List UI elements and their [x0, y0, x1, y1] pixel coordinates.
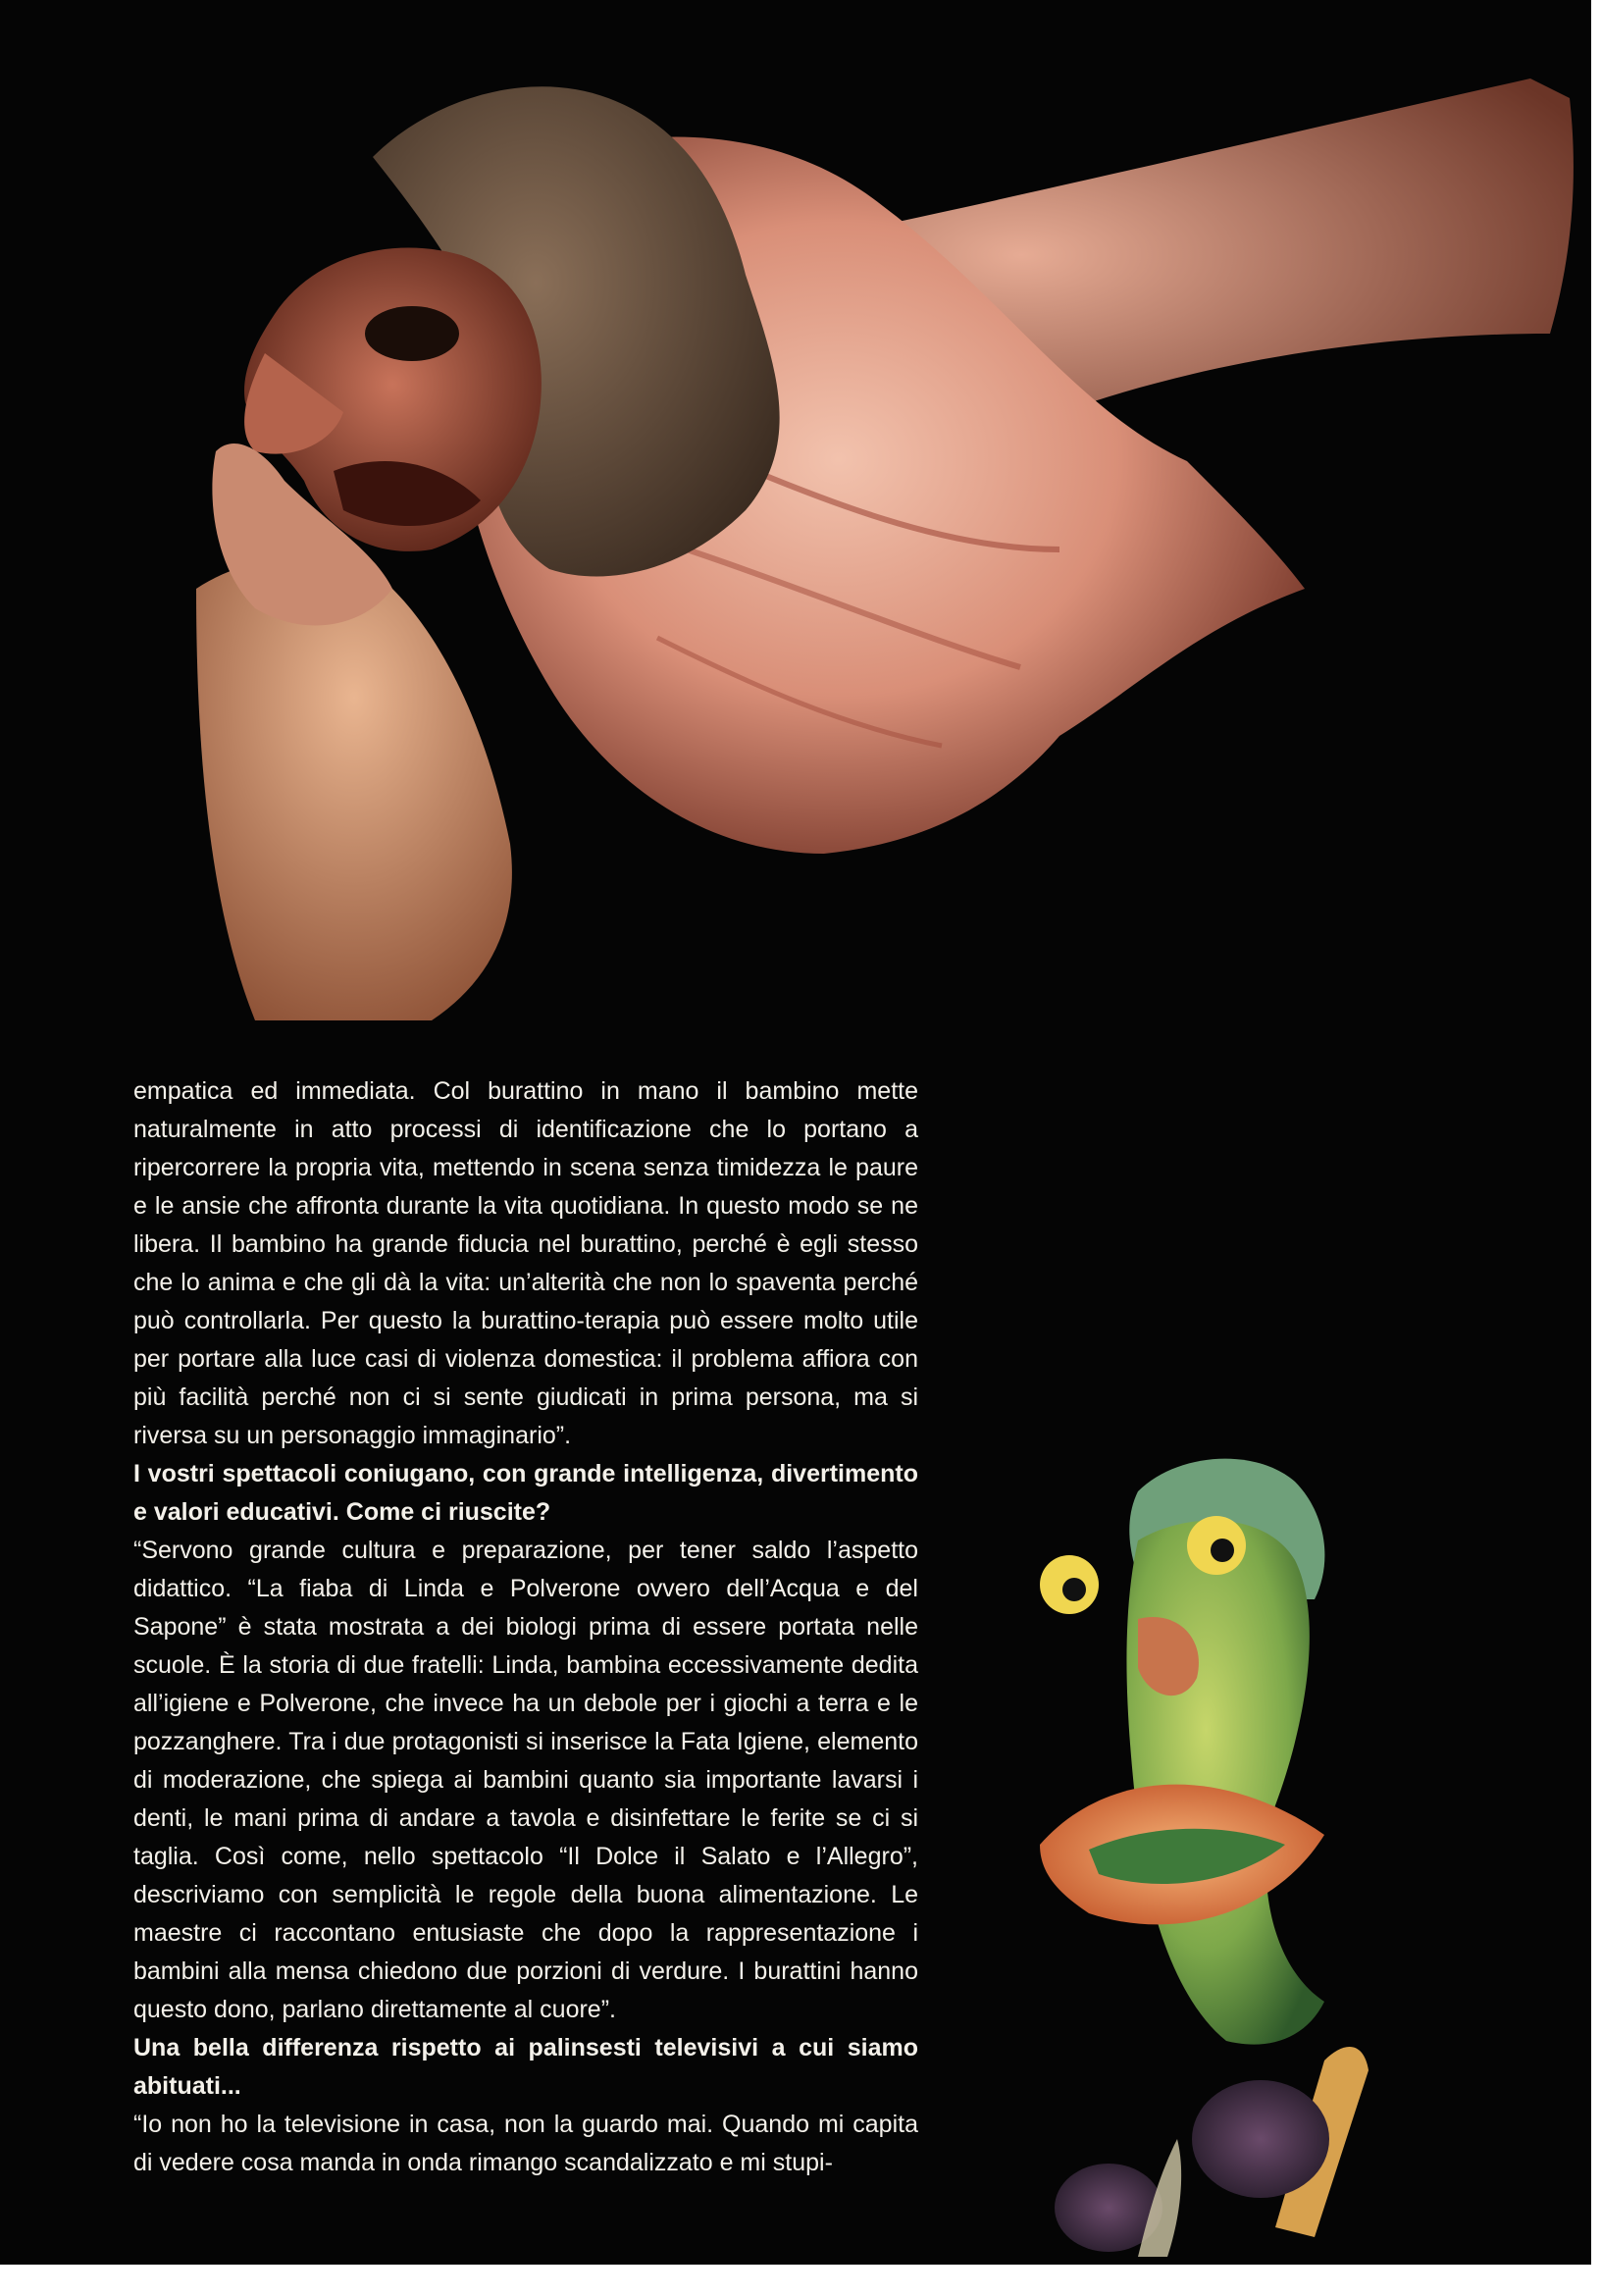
interview-question-2: Una bella differenza rispetto ai palinsesti televisivi a cui siamo abituati... [133, 2034, 918, 2100]
article-text [133, 1072, 918, 2182]
article-paragraph-2: “Servono grande cultura e preparazione, per tener saldo l’aspetto didattico. “La fiaba di Linda e Polverone ovvero dell’Acqua e del Sapone” è stata mostrata a dei biologi prima di essere portata nelle scuole. È la storia di due fratelli: Linda, bambina eccessivamente dedita all’igiene e Polverone, che invece ha un debole per i giochi a terra e le pozzanghere. Tra i due protagonisti si inserisce la Fata Igiene, elemento di moderazione, che spiega ai bambini quanto sia importante lavarsi i denti, le mani prima di andare a tavola e disinfettare le ferite se ci si taglia. Così come, nello spettacolo “Il Dolce il Salato e l’Allegro”, descriviamo con semplicità le regole della buona alimentazione. Le maestre ci raccontano entusiaste che dopo la rappresentazione i bambini alla mensa chiedono due porzioni di verdure. I burattini hanno questo dono, parlano direttamente al cuore”. [133, 1537, 918, 2023]
interview-question-1: I vostri spettacoli coniugano, con grande intelligenza, divertimento e valori educativi. Come ci riuscite? [133, 1460, 918, 1526]
lower-sleeve-shape [196, 559, 512, 1020]
article-paragraph-3: “Io non ho la televisione in casa, non la guardo mai. Quando mi capita di vedere cosa manda in onda rimango scandalizzato e mi stupi- [133, 2111, 918, 2176]
scan-margin [1591, 0, 1601, 2296]
article-paragraph-1: empatica ed immediata. Col burattino in mano il bambino mette naturalmente in atto processi di identificazione che lo portano a ripercorrere la propria vita, mettendo in scena senza timidezza le paure e le ansie che affronta durante la vita quotidiana. In questo modo se ne libera. Il bambino ha grande fiducia nel burattino, perché è egli stesso che lo anima e che gli dà la vita: un’alterità che non lo spaventa perché può controllarla. Per questo la burattino-terapia può essere molto utile per portare alla luce casi di violenza domestica: il problema affiora con più facilità perché non ci si sente giudicati in prima persona, ma si riversa su un personaggio immaginario”. [133, 1077, 918, 1449]
green-puppet-photo [1030, 1452, 1442, 2257]
witch-puppet-photo [196, 39, 1589, 1050]
mask-eye-shape [365, 306, 459, 361]
puppet-head-shape [1126, 1521, 1324, 2045]
spotted-prop-shape [1192, 2080, 1329, 2198]
